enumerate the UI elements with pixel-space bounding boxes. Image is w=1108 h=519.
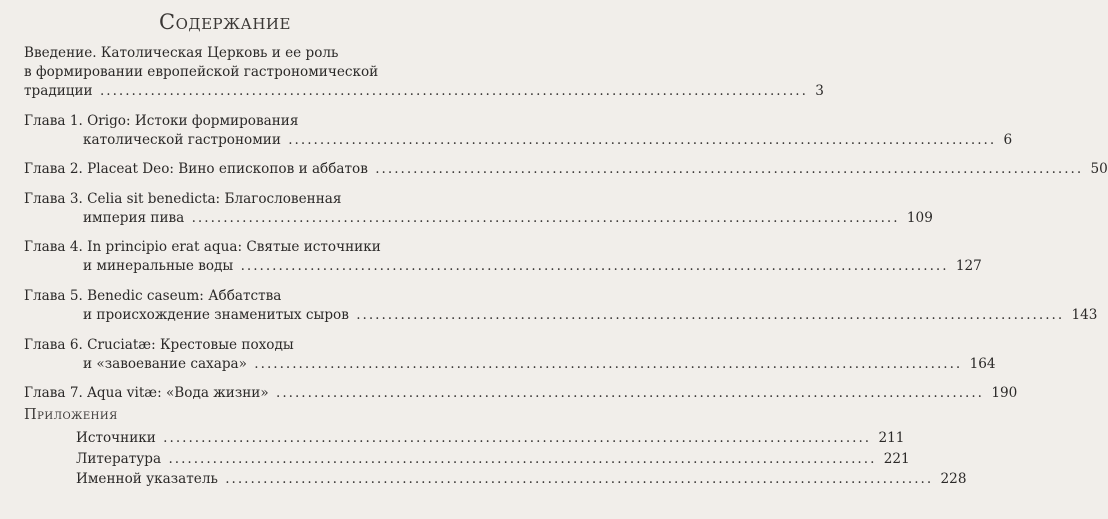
page-number: 6 <box>1003 131 1013 148</box>
page-number: 3 <box>815 83 824 99</box>
dot-leader: ................................................................................................................ <box>288 131 997 148</box>
appendix-heading: Приложения <box>24 407 118 423</box>
toc-entry-line: католической гастрономии <box>83 131 281 148</box>
appendix-list <box>76 429 967 491</box>
page-number: 50 <box>1090 161 1108 178</box>
toc-entry-last-line <box>24 257 982 276</box>
toc-entry-last-line <box>24 209 933 228</box>
toc-entry-chapter-5[interactable] <box>24 287 1098 325</box>
toc-entry-line: и «завоевание сахара» <box>83 355 247 372</box>
dot-leader: ................................................................................................................ <box>254 355 963 372</box>
toc-entry-line: Глава 4. In principio erat aqua: Святые источники <box>24 239 381 256</box>
page-number: 143 <box>1071 306 1098 323</box>
page-number: 164 <box>969 355 996 372</box>
page-number: 211 <box>878 430 905 446</box>
page-number: 228 <box>940 471 967 487</box>
toc-entry-line: и минеральные воды <box>83 258 234 275</box>
dot-leader: ................................................................................................................ <box>168 450 877 467</box>
toc-entry-chapter-3[interactable] <box>24 190 933 228</box>
appendix-item-name-index[interactable] <box>76 470 967 489</box>
page-title: Содержание <box>159 10 291 34</box>
toc-entry-line: и происхождение знаменитых сыров <box>83 306 349 323</box>
toc-entry-last-line <box>76 429 905 448</box>
dot-leader: ................................................................................................................ <box>191 209 900 226</box>
toc-entry-chapter-6[interactable] <box>24 336 996 374</box>
page-number: 221 <box>883 450 910 467</box>
dot-leader: ................................................................................................................ <box>356 306 1065 323</box>
toc-entry-line: Глава 1. Origo: Истоки формирования <box>24 112 299 129</box>
dot-leader: ................................................................................................................ <box>240 258 949 275</box>
toc-entry-chapter-1[interactable] <box>24 112 1013 150</box>
appendix-label: Именной указатель <box>76 471 218 487</box>
appendix-label: Источники <box>76 430 156 446</box>
toc-entry-last-line <box>24 384 1018 403</box>
dot-leader: ................................................................................................................ <box>276 385 984 402</box>
toc-entry-last-line <box>76 470 967 489</box>
toc-entry-line: в формировании европейской гастрономической <box>24 64 379 80</box>
toc-entry-line: Введение. Католическая Церковь и ее роль <box>24 45 339 61</box>
page-number: 190 <box>991 385 1018 402</box>
toc-entry-line: Глава 2. Placeat Deo: Вино епископов и аббатов <box>24 161 368 178</box>
toc-entry-line: Глава 5. Benedic caseum: Аббатства <box>24 287 282 304</box>
toc-entry-line: Глава 7. Aqua vitæ: «Вода жизни» <box>24 385 269 402</box>
dot-leader: ................................................................................................................ <box>99 83 808 99</box>
appendix-label: Литература <box>76 450 162 467</box>
toc-entry-chapter-7[interactable] <box>24 384 1018 403</box>
dot-leader: ................................................................................................................ <box>375 161 1084 178</box>
toc-entry-last-line <box>24 306 1098 325</box>
appendix-item-literature[interactable] <box>76 450 910 469</box>
toc-entry-last-line <box>24 131 1013 150</box>
appendix-item-sources[interactable] <box>76 429 905 448</box>
page-number: 127 <box>955 258 982 275</box>
toc-entry-last-line <box>24 355 996 374</box>
page-number: 109 <box>906 209 933 226</box>
toc-entry-introduction[interactable] <box>24 44 824 101</box>
toc-entry-last-line <box>76 450 910 469</box>
toc-entry-last-line <box>24 82 824 101</box>
toc-entry-line: традиции <box>24 83 93 99</box>
toc-entry-line: Глава 3. Celia sit benedicta: Благословенная <box>24 190 342 207</box>
dot-leader: ................................................................................................................ <box>225 471 934 487</box>
toc-entry-line: империя пива <box>83 209 185 226</box>
dot-leader: ................................................................................................................ <box>163 430 872 446</box>
toc-entry-last-line <box>24 160 1108 179</box>
toc-entry-line: Глава 6. Cruciatæ: Крестовые походы <box>24 336 294 353</box>
toc-entry-chapter-2[interactable] <box>24 160 1108 179</box>
table-of-contents <box>24 44 1108 414</box>
toc-entry-chapter-4[interactable] <box>24 238 982 276</box>
